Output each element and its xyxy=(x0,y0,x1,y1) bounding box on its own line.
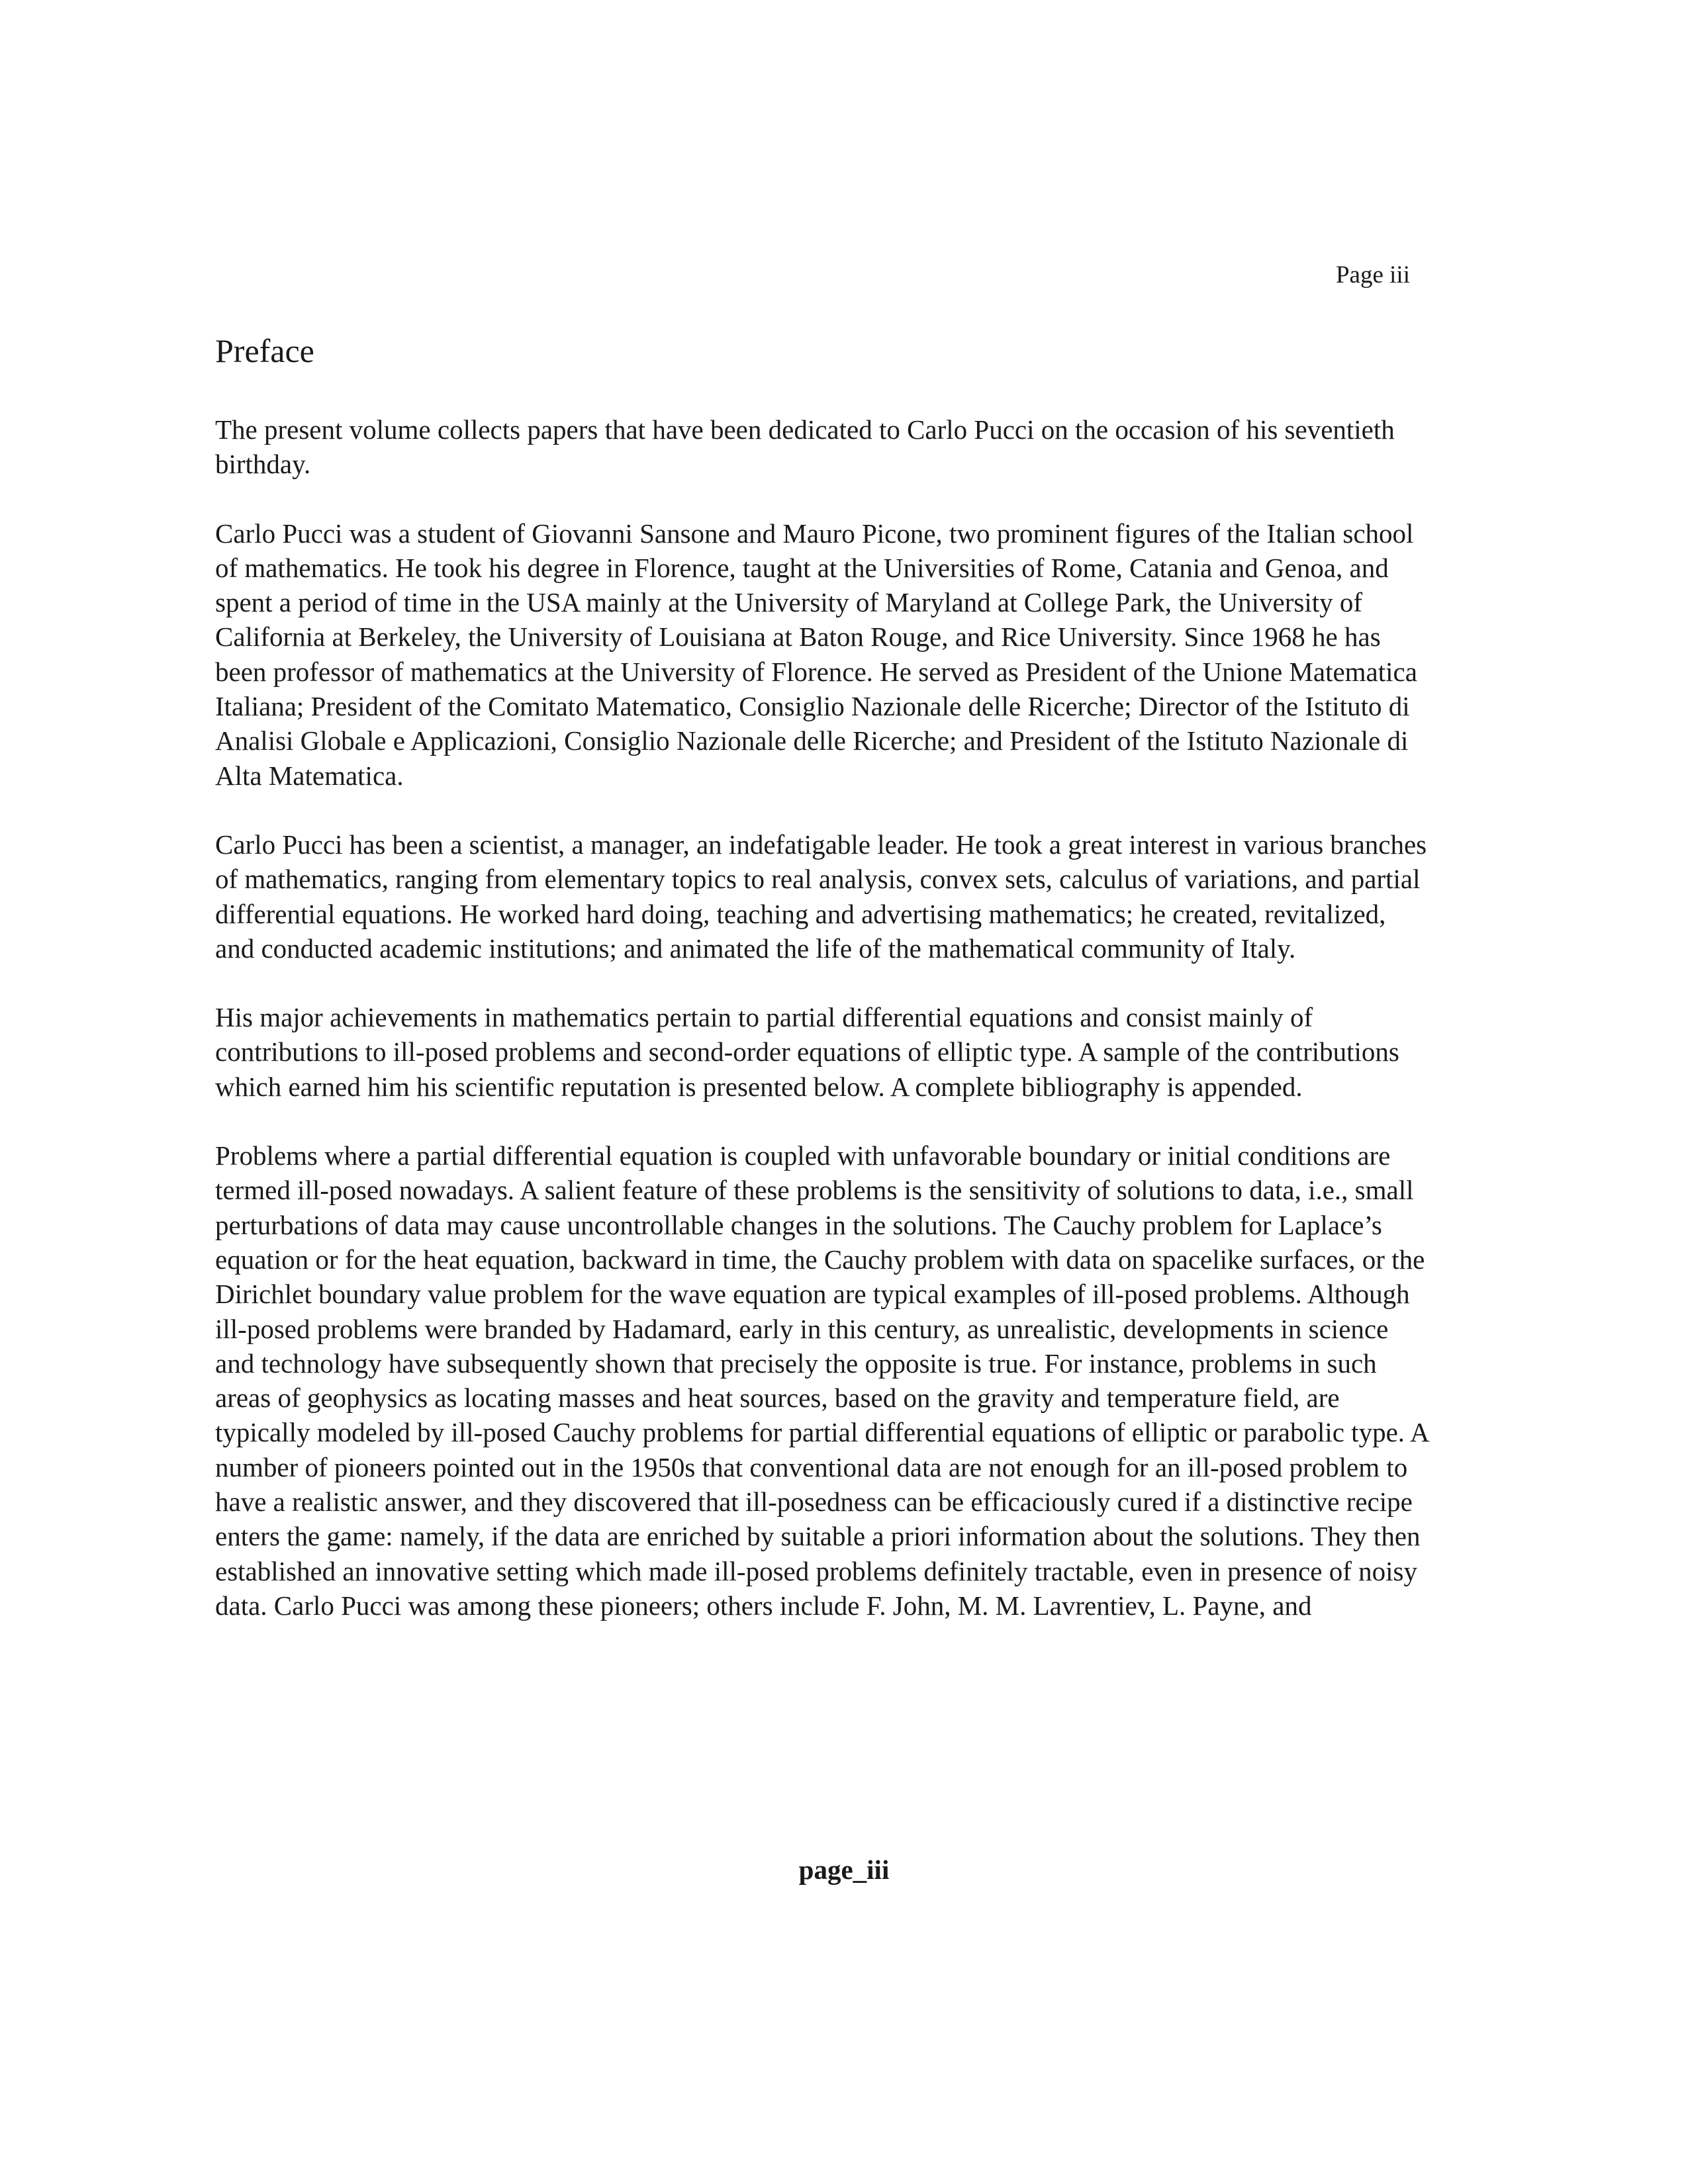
paragraph-achievements: His major achievements in mathematics pertain to partial differential equations and consist mainly of contributions to ill-posed problems and second-order equations of elliptic type. A sample of the contributions which earned him his scientific reputation is presented below. A complete bibliography is appended. xyxy=(215,1002,1399,1102)
section-heading: Preface xyxy=(215,332,314,369)
preface-body xyxy=(215,412,1430,1657)
paragraph-leadership: Carlo Pucci has been a scientist, a manager, an indefatigable leader. He took a great interest in various branches of mathematics, ranging from elementary topics to real analysis, convex sets, calculus of variations, and partial differential equations. He worked hard doing, teaching and advertising mathematics; he created, revitalized, and conducted academic institutions; and animated the life of the mathematical community of Italy. xyxy=(215,829,1427,964)
paragraph-ill-posed-problems: Problems where a partial differential equation is coupled with unfavorable boundary or initial conditions are termed ill-posed nowadays. A salient feature of these problems is the sensitivity of solutions to data, i.e., small perturbations of data may cause uncontrollable changes in the solutions. The Cauchy problem for Laplace’s equation or for the heat equation, backward in time, the Cauchy problem with data on spacelike surfaces, or the Dirichlet boundary value problem for the wave equation are typical examples of ill-posed problems. Although ill-posed problems were branded by Hadamard, early in this century, as unrealistic, developments in science and technology have subsequently shown that precisely the opposite is true. For instance, problems in such areas of geophysics as locating masses and heat sources, based on the gravity and temperature field, are typically modeled by ill-posed Cauchy problems for partial differential equations of elliptic or parabolic type. A number of pioneers pointed out in the 1950s that conventional data are not enough for an ill-posed problem to have a realistic answer, and they discovered that ill-posedness can be efficaciously cured if a distinctive recipe enters the game: namely, if the data are enriched by suitable a priori information about the solutions. They then established an innovative setting which made ill-posed problems definitely tractable, even in presence of noisy data. Carlo Pucci was among these pioneers; others include F. John, M. M. Lavrentiev, L. Payne, and xyxy=(215,1140,1429,1621)
page-number-header: Page iii xyxy=(1335,261,1410,289)
page-id-footer: page_iii xyxy=(798,1854,890,1885)
paragraph-dedication: The present volume collects papers that have been dedicated to Carlo Pucci on the occasion of his seventieth birthday. xyxy=(215,414,1395,480)
paragraph-biography: Carlo Pucci was a student of Giovanni Sansone and Mauro Picone, two prominent figures of the Italian school of mathematics. He took his degree in Florence, taught at the Universities of Rome, Catania and Genoa, and spent a period of time in the USA mainly at the University of Maryland at College Park, the University of California at Berkeley, the University of Louisiana at Baton Rouge, and Rice University. Since 1968 he has been professor of mathematics at the University of Florence. He served as President of the Unione Matematica Italiana; President of the Comitato Matematico, Consiglio Nazionale delle Ricerche; Director of the Istituto di Analisi Globale e Applicazioni, Consiglio Nazionale delle Ricerche; and President of the Istituto Nazionale di Alta Matematica. xyxy=(215,518,1417,791)
